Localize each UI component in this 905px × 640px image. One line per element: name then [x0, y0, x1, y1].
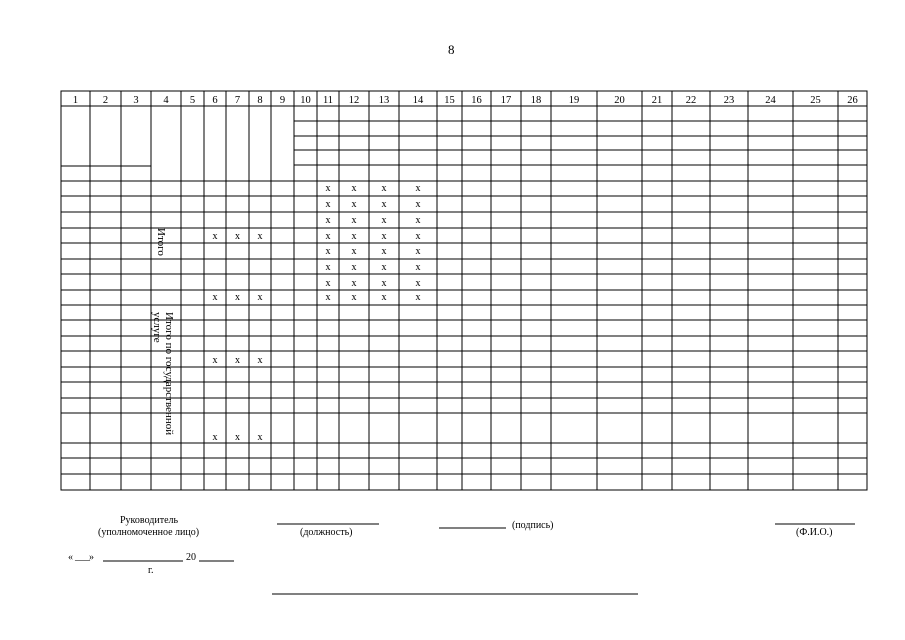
cross-mark: x [235, 231, 240, 242]
cross-mark: x [415, 231, 421, 242]
cross-mark: x [235, 355, 240, 366]
column-header: 8 [257, 95, 263, 106]
column-header: 5 [189, 95, 196, 106]
cross-mark: x [325, 246, 331, 257]
column-header: 1 [72, 95, 79, 106]
column-header: 20 [614, 95, 625, 106]
cross-mark: x [415, 215, 421, 226]
group-label-service-total-line2: услуге [151, 312, 163, 343]
cross-mark: x [257, 292, 263, 303]
column-header: 7 [234, 95, 241, 106]
date-open-quote: « [68, 552, 73, 563]
cross-mark: x [351, 246, 357, 257]
column-header: 25 [810, 95, 821, 106]
cross-mark: x [381, 215, 387, 226]
cross-mark: x [325, 278, 331, 289]
column-header: 18 [530, 95, 542, 106]
cross-mark: x [325, 262, 331, 273]
column-header: 4 [163, 95, 169, 106]
page-number: 8 [448, 42, 455, 57]
cross-mark: x [351, 262, 357, 273]
column-header: 23 [723, 95, 735, 106]
group-label-service-total-line1: Итого по государственной [163, 312, 175, 436]
cross-mark: x [212, 355, 218, 366]
cross-mark: x [381, 262, 387, 273]
cross-mark: x [212, 292, 218, 303]
cross-mark: x [381, 231, 387, 242]
column-header: 19 [568, 95, 580, 106]
column-header: 13 [378, 95, 390, 106]
cross-mark: x [325, 231, 331, 242]
cross-mark: x [415, 292, 421, 303]
cross-mark: x [415, 262, 421, 273]
cross-mark: x [381, 278, 387, 289]
column-header: 17 [500, 95, 512, 106]
cross-mark: x [415, 278, 421, 289]
column-header: 6 [212, 95, 218, 106]
column-header: 22 [685, 95, 697, 106]
group-label-total: Итого [155, 228, 167, 256]
name-caption: (Ф.И.О.) [796, 527, 833, 538]
cross-mark: x [381, 199, 387, 210]
cross-mark: x [351, 199, 357, 210]
cross-mark: x [381, 292, 387, 303]
cross-mark: x [415, 246, 421, 257]
column-header: 12 [348, 95, 360, 106]
cross-mark: x [351, 215, 357, 226]
head-sublabel: (уполномоченное лицо) [98, 527, 200, 538]
date-day-blank: ___ [75, 551, 90, 562]
cross-mark: x [212, 432, 218, 443]
column-header: 21 [651, 95, 663, 106]
cross-mark: x [325, 183, 331, 194]
column-header: 15 [444, 95, 455, 106]
cross-mark: x [257, 355, 263, 366]
column-header: 9 [279, 95, 286, 106]
cross-mark: x [325, 199, 331, 210]
column-header: 24 [765, 95, 776, 106]
date-close-quote: » [89, 552, 94, 563]
head-label: Руководитель [120, 515, 179, 526]
cross-mark: x [351, 278, 357, 289]
cross-mark: x [351, 231, 357, 242]
signature-caption: (подпись) [512, 520, 554, 531]
cross-mark: x [235, 292, 240, 303]
group-label-service-total [151, 312, 175, 435]
cross-mark: x [325, 215, 331, 226]
cross-mark: x [381, 183, 387, 194]
column-header: 16 [471, 95, 482, 106]
table-frame [61, 91, 867, 490]
cross-mark: x [415, 183, 421, 194]
column-header: 3 [133, 95, 139, 106]
cross-mark: x [381, 246, 387, 257]
cross-mark: x [212, 231, 218, 242]
cross-mark: x [257, 231, 263, 242]
cross-mark: x [351, 183, 357, 194]
position-caption: (должность) [300, 527, 353, 538]
column-header: 11 [322, 95, 334, 106]
column-header: 14 [412, 95, 424, 106]
column-header: 10 [300, 95, 311, 106]
cross-mark: x [351, 292, 357, 303]
column-header: 2 [102, 95, 109, 106]
cross-mark: x [235, 432, 240, 443]
date-year-suffix: г. [148, 565, 154, 576]
column-header: 26 [847, 95, 858, 106]
cross-mark: x [415, 199, 421, 210]
cross-mark: x [325, 292, 331, 303]
cross-mark: x [257, 432, 263, 443]
date-year-prefix: 20 [186, 552, 196, 563]
